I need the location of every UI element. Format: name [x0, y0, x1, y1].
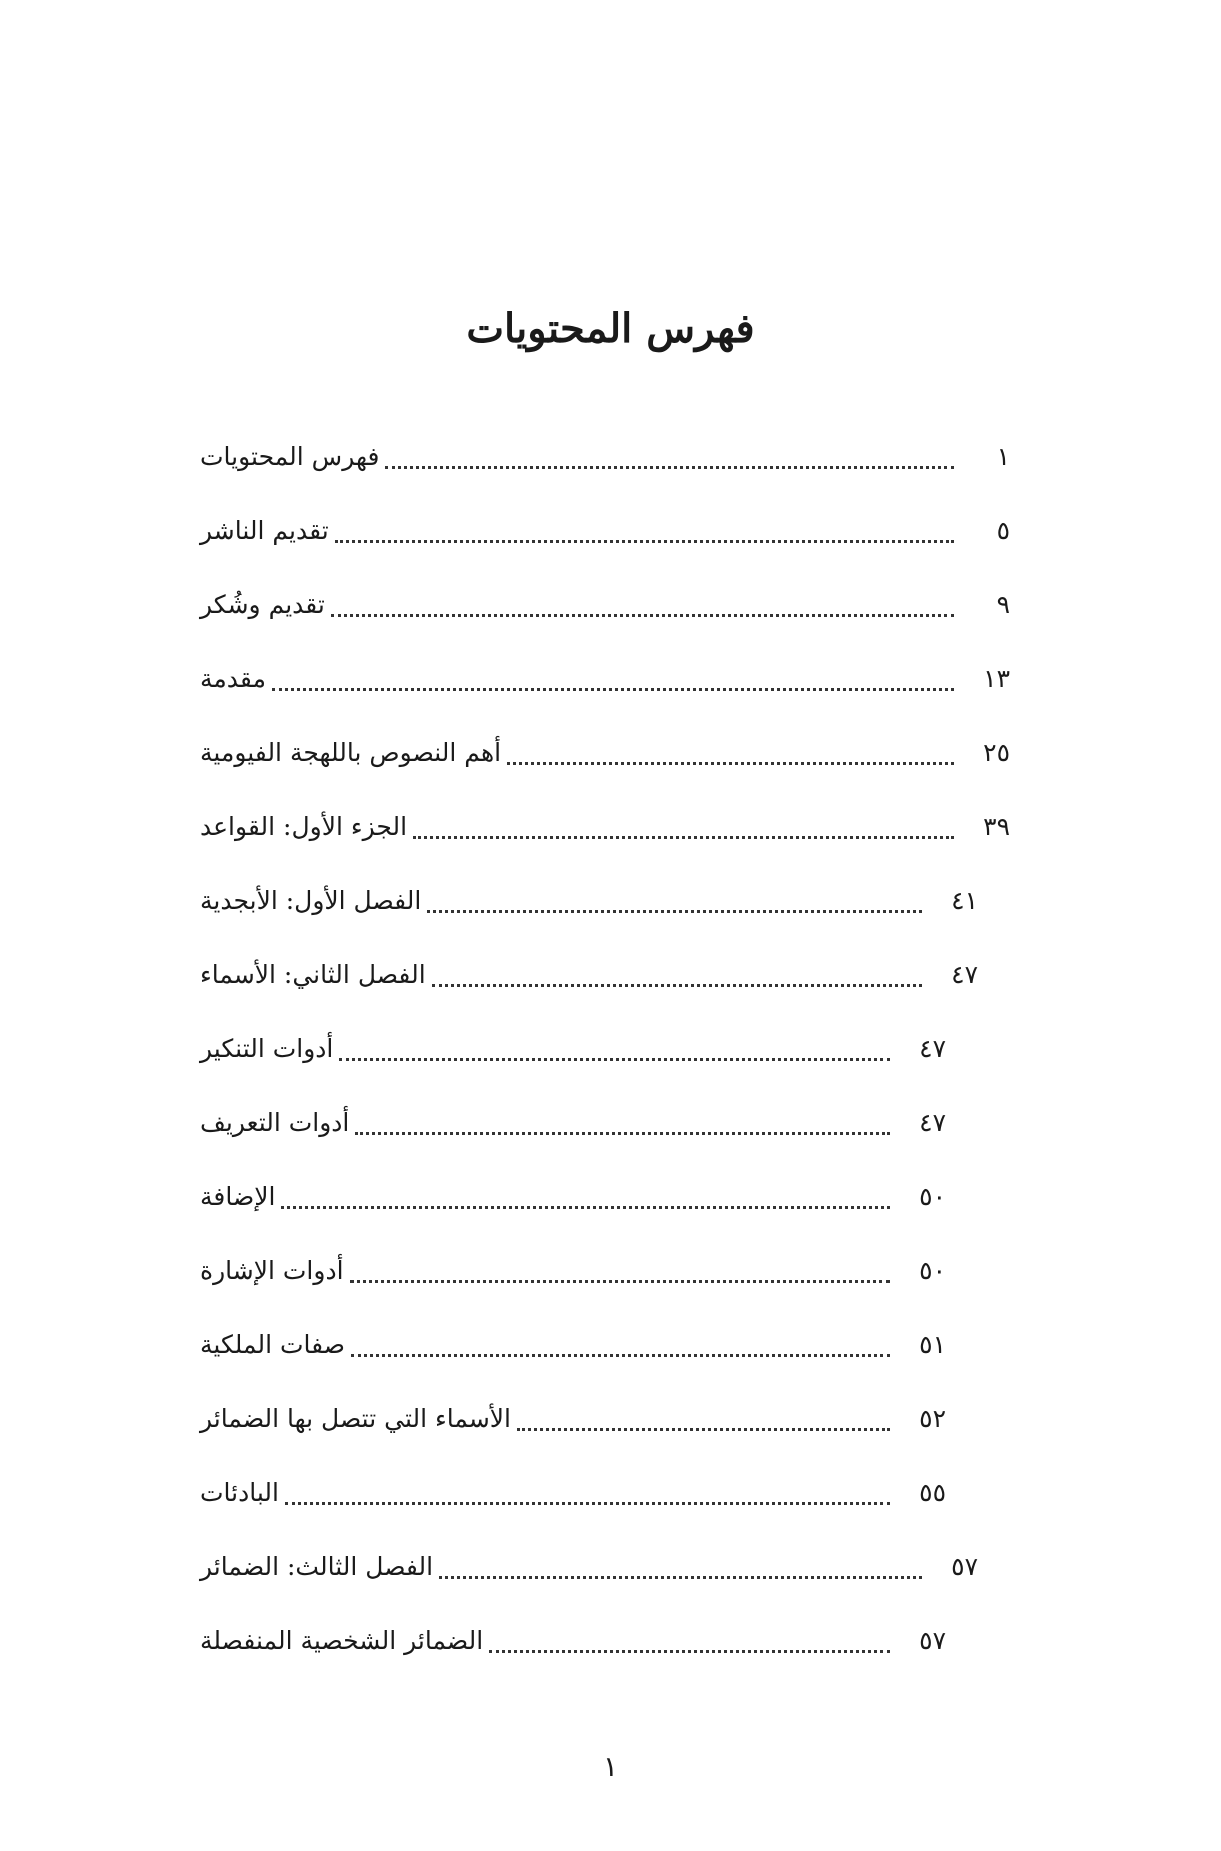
toc-entry-page: ٢٥ — [983, 738, 1010, 767]
toc-entry — [200, 1160, 1010, 1234]
toc-entry-page: ٥٧ — [951, 1552, 978, 1581]
toc-entry-page: ٥٢ — [919, 1404, 946, 1433]
toc-entry-page: ٤١ — [951, 886, 978, 915]
toc-entry — [200, 642, 1010, 716]
toc-entry-title: الفصل الثاني: الأسماء — [200, 960, 426, 989]
toc-dot-leader — [272, 688, 954, 691]
toc-dot-leader — [350, 1280, 890, 1283]
table-of-contents — [200, 420, 1010, 1678]
toc-entry — [200, 420, 1010, 494]
toc-entry — [200, 1382, 1010, 1456]
toc-dot-leader — [427, 910, 922, 913]
toc-entry-title: الأسماء التي تتصل بها الضمائر — [200, 1404, 511, 1433]
toc-entry-title: البادئات — [200, 1478, 279, 1507]
toc-entry — [200, 494, 1010, 568]
toc-entry-title: الفصل الثالث: الضمائر — [200, 1552, 434, 1581]
toc-dot-leader — [413, 836, 954, 839]
toc-entry — [200, 1456, 1010, 1530]
toc-entry-title: تقديم الناشر — [200, 516, 329, 545]
toc-dot-leader — [439, 1576, 922, 1579]
toc-entry-page: ٤٧ — [919, 1108, 946, 1137]
toc-dot-leader — [489, 1650, 890, 1653]
toc-dot-leader — [385, 466, 954, 469]
toc-dot-leader — [432, 984, 922, 987]
toc-dot-leader — [507, 762, 954, 765]
toc-entry-title: أهم النصوص باللهجة الفيومية — [200, 738, 502, 767]
toc-entry — [200, 716, 1010, 790]
toc-entry — [200, 938, 1010, 1012]
toc-entry-title: فهرس المحتويات — [200, 442, 380, 471]
toc-entry-page: ٥٧ — [919, 1626, 946, 1655]
toc-entry-title: الإضافة — [200, 1182, 276, 1211]
toc-entry-title: صفات الملكية — [200, 1330, 346, 1359]
toc-entry-page: ٥٠ — [919, 1182, 946, 1211]
toc-entry — [200, 1530, 1010, 1604]
toc-entry — [200, 1086, 1010, 1160]
toc-entry-page: ٥ — [996, 516, 1010, 545]
toc-entry-title: أدوات التنكير — [200, 1034, 334, 1063]
toc-entry-page: ٤٧ — [919, 1034, 946, 1063]
toc-entry-page: ٥١ — [919, 1330, 946, 1359]
toc-entry — [200, 1604, 1010, 1678]
toc-entry-page: ٩ — [996, 590, 1010, 619]
toc-dot-leader — [335, 540, 954, 543]
toc-entry-title: الفصل الأول: الأبجدية — [200, 886, 422, 915]
toc-dot-leader — [281, 1206, 890, 1209]
toc-entry-page: ١ — [996, 442, 1010, 471]
toc-entry — [200, 864, 1010, 938]
toc-dot-leader — [355, 1132, 890, 1135]
page-title: فهرس المحتويات — [466, 304, 755, 352]
toc-entry-page: ٥٥ — [919, 1478, 946, 1507]
toc-entry — [200, 1308, 1010, 1382]
toc-dot-leader — [351, 1354, 890, 1357]
page-number: ١ — [602, 1750, 619, 1783]
toc-entry — [200, 790, 1010, 864]
toc-entry-title: تقديم وشُكر — [200, 590, 325, 619]
toc-entry-page: ٣٩ — [983, 812, 1010, 841]
toc-entry-page: ٤٧ — [951, 960, 978, 989]
toc-entry — [200, 568, 1010, 642]
toc-dot-leader — [339, 1058, 890, 1061]
toc-entry-title: مقدمة — [200, 664, 266, 693]
toc-entry — [200, 1012, 1010, 1086]
toc-dot-leader — [517, 1428, 890, 1431]
toc-entry-page: ١٣ — [983, 664, 1010, 693]
toc-entry-title: الضمائر الشخصية المنفصلة — [200, 1626, 484, 1655]
toc-entry — [200, 1234, 1010, 1308]
toc-entry-title: أدوات التعريف — [200, 1108, 350, 1137]
toc-dot-leader — [285, 1502, 890, 1505]
toc-dot-leader — [331, 614, 954, 617]
toc-entry-title: الجزء الأول: القواعد — [200, 812, 408, 841]
toc-entry-page: ٥٠ — [919, 1256, 946, 1285]
toc-entry-title: أدوات الإشارة — [200, 1256, 344, 1285]
